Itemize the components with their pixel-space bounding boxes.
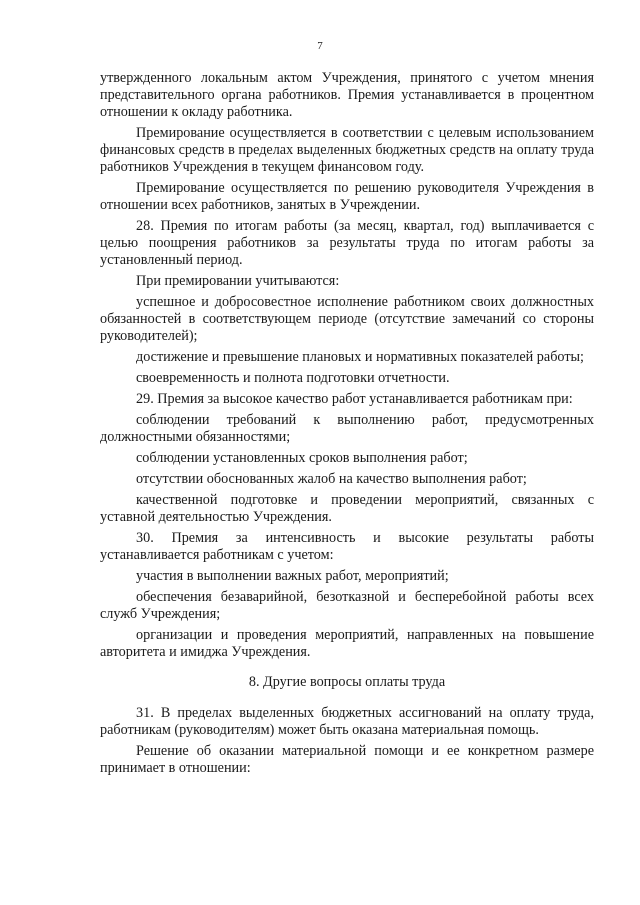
paragraph: Премирование осуществляется по решению руководителя Учреждения в отношении всех работников, занятых в Учреждении. (100, 180, 594, 213)
paragraph: Решение об оказании материальной помощи и ее конкретном размере принимает в отношении: (100, 743, 594, 776)
paragraph: 29. Премия за высокое качество работ устанавливается работникам при: (136, 391, 573, 407)
paragraph: участия в выполнении важных работ, мероприятий; (136, 568, 449, 584)
paragraph: отсутствии обоснованных жалоб на качество выполнения работ; (136, 471, 527, 487)
paragraph: 31. В пределах выделенных бюджетных ассигнований на оплату труда, работникам (руководителям) может быть оказана материальная помощь. (100, 705, 594, 738)
paragraph: утвержденного локальным актом Учреждения, принятого с учетом мнения представительного органа работников. Премия устанавливается в процентном отношении к окладу работника. (100, 70, 594, 120)
paragraph: обеспечения безаварийной, безотказной и бесперебойной работы всех служб Учреждения; (100, 589, 594, 622)
paragraph: соблюдении установленных сроков выполнения работ; (136, 450, 468, 466)
paragraph: 30. Премия за интенсивность и высокие результаты работы устанавливается работникам с учетом: (100, 530, 594, 563)
page-number: 7 (317, 40, 323, 52)
paragraph: организации и проведения мероприятий, направленных на повышение авторитета и имиджа Учреждения. (100, 627, 594, 660)
paragraph: При премировании учитываются: (136, 273, 340, 289)
paragraphs-before-heading (100, 70, 594, 661)
paragraph: достижение и превышение плановых и нормативных показателей работы; (136, 349, 584, 365)
paragraph: своевременность и полнота подготовки отчетности. (136, 370, 450, 386)
paragraph: соблюдении требований к выполнению работ, предусмотренных должностными обязанностями; (100, 412, 594, 445)
section-heading: 8. Другие вопросы оплаты труда (248, 674, 446, 690)
paragraphs-after-heading (100, 705, 594, 777)
paragraph: Премирование осуществляется в соответствии с целевым использованием финансовых средств в пределах выделенных бюджетных средств на оплату труда работников Учреждения в текущем финансовом году. (100, 125, 594, 175)
paragraph: 28. Премия по итогам работы (за месяц, квартал, год) выплачивается с целью поощрения работников за результаты труда по итогам работы за установленный период. (100, 218, 594, 268)
paragraph: успешное и добросовестное исполнение работником своих должностных обязанностей в соответствующем периоде (отсутствие замечаний со стороны руководителей); (100, 294, 594, 344)
document-body (100, 70, 594, 781)
paragraph: качественной подготовке и проведении мероприятий, связанных с уставной деятельностью Учреждения. (100, 492, 594, 525)
